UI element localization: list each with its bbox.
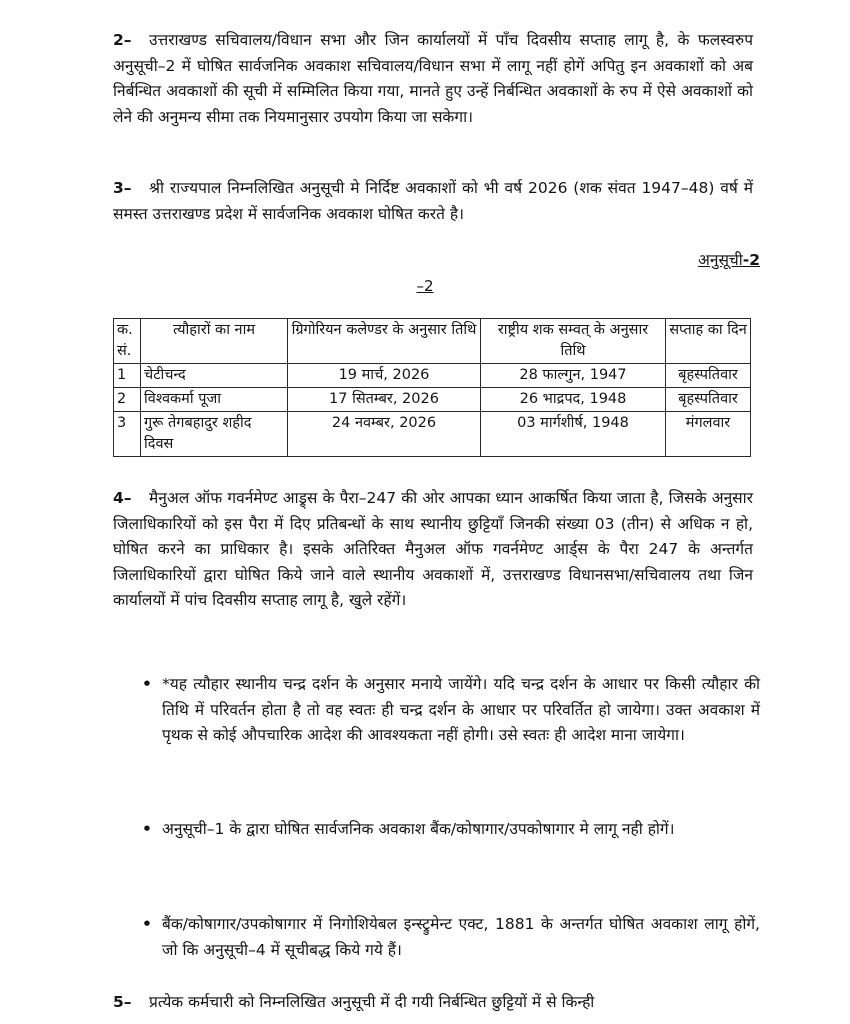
cell-serial-number: 3 (114, 412, 141, 457)
paragraph-number: 4– (113, 489, 132, 507)
cell-saka-date: 28 फाल्गुन, 1947 (481, 364, 666, 388)
note-bullet-list (140, 817, 760, 843)
cell-weekday: मंगलवार (666, 412, 751, 457)
table-row (114, 412, 751, 457)
paragraph-3 (113, 176, 753, 227)
table-row (114, 364, 751, 388)
table-row (114, 388, 751, 412)
bullet-text: *यह त्यौहार स्थानीय चन्द्र दर्शन के अनुसार मनाये जायेंगे। यदि चन्द्र दर्शन के आधार पर किसी त्यौहार की तिथि में परिवर्तन होता है तो वह स्वतः ही चन्द्र दर्शन के आधार पर परिवर्तित हो जायेगा। उक्त अवकाश में पृथक से कोई औपचारिक आदेश की आवश्यकता नहीं होगी। उसे स्वतः ही आदेश माना जायेगा। (162, 675, 760, 744)
paragraph-2 (113, 28, 753, 130)
cell-serial-number: 2 (114, 388, 141, 412)
cell-weekday: बृहस्पतिवार (666, 364, 751, 388)
paragraph-number: 2– (113, 31, 132, 49)
cell-weekday: बृहस्पतिवार (666, 388, 751, 412)
holiday-table (113, 318, 751, 457)
header-saka-date: राष्ट्रीय शक सम्वत् के अनुसार तिथि (481, 319, 666, 364)
paragraph-text: उत्तराखण्ड सचिवालय/विधान सभा और जिन कार्यालयों में पाँच दिवसीय सप्ताह लागू है, के फलस्वरुप अनुसूची–2 में घोषित सार्वजनिक अवकाश सचिवालय/विधान सभा में लागू नहीं होगें अपितु इन अवकाशों को अब निर्बन्धित अवकाशों की सूची में सम्मिलित किया गया, मानते हुए उन्हें निर्बन्धित अवकाशों के रुप में ऐसे अवकाशों को लेने की अनुमन्य सीमा तक नियमानुसार उपयोग किया जा सकेगा। (113, 31, 753, 126)
bullet-marker: • (142, 915, 152, 933)
table-header-row (114, 319, 751, 364)
cell-festival-name: विश्वकर्मा पूजा (141, 388, 288, 412)
cell-gregorian-date: 17 सितम्बर, 2026 (288, 388, 481, 412)
schedule-subheading: –2 (416, 277, 434, 295)
cell-saka-date: 26 भाद्रपद, 1948 (481, 388, 666, 412)
schedule-heading (698, 248, 760, 270)
paragraph-text: श्री राज्यपाल निम्नलिखित अनुसूची मे निर्दिष्ट अवकाशों को भी वर्ष 2026 (शक संवत 1947–48) वर्ष में समस्त उत्तराखण्ड प्रदेश में सार्वजनिक अवकाश घोषित करते है। (113, 179, 753, 223)
header-gregorian-date: ग्रिगोरियन कलेण्डर के अनुसार तिथि (288, 319, 481, 364)
cell-gregorian-date: 19 मार्च, 2026 (288, 364, 481, 388)
paragraph-text: प्रत्येक कर्मचारी को निम्नलिखित अनुसूची में दी गयी निर्बन्धित छुट्टियों में से किन्ही (149, 993, 595, 1011)
note-bullet-negotiable-instruments (140, 912, 760, 963)
cell-gregorian-date: 24 नवम्बर, 2026 (288, 412, 481, 457)
schedule-heading-prefix: अनुसूची (698, 251, 743, 269)
paragraph-text: मैनुअल ऑफ गवर्नमेण्ट आड्र्स के पैरा–247 की ओर आपका ध्यान आकर्षित किया जाता है, जिसके अनुसार जिलाधिकारियों को इस पैरा में दिए प्रतिबन्धों के साथ स्थानीय छुट्टियाँ जिनकी संख्या 03 (तीन) से अधिक न हो, घोषित करने का प्राधिकार है। इसके अतिरिक्त मैनुअल ऑफ गवर्नमेण्ट आर्ड्स के पैरा 247 के अन्तर्गत जिलाधिकारियों द्वारा घोषित किये जाने वाले स्थानीय अवकाशों में, उत्तराखण्ड विधानसभा/सचिवालय तथा जिन कार्यालयों में पांच दिवसीय सप्ताह लागू है, खुले रहेंगें। (113, 489, 753, 609)
bullet-marker: • (142, 820, 152, 838)
header-serial-number: क. सं. (114, 319, 141, 364)
bullet-text: अनुसूची–1 के द्वारा घोषित सार्वजनिक अवकाश बैंक/कोषागार/उपकोषागार मे लागू नही होगें। (162, 820, 675, 838)
header-weekday: सप्ताह का दिन (666, 319, 751, 364)
note-bullet-list (140, 912, 760, 963)
paragraph-number: 3– (113, 179, 132, 197)
paragraph-5 (113, 990, 753, 1016)
header-festival-name: त्यौहारों का नाम (141, 319, 288, 364)
note-bullet-bank-treasury (140, 817, 760, 843)
note-bullet-moon-sighting (140, 672, 760, 749)
bullet-marker: • (142, 675, 152, 693)
cell-festival-name: गुरू तेगबहादुर शहीद दिवस (141, 412, 288, 457)
paragraph-number: 5– (113, 993, 132, 1011)
cell-saka-date: 03 मार्गशीर्ष, 1948 (481, 412, 666, 457)
note-bullet-list (140, 672, 760, 749)
paragraph-4 (113, 486, 753, 614)
cell-serial-number: 1 (114, 364, 141, 388)
schedule-heading-suffix: -2 (742, 251, 760, 269)
cell-festival-name: चेटीचन्द (141, 364, 288, 388)
bullet-text: बैंक/कोषागार/उपकोषागार में निगोशियेबल इन्स्ट्रुमेन्ट एक्ट, 1881 के अन्तर्गत घोषित अवकाश लागू होगें, जो कि अनुसूची–4 में सूचीबद्ध किये गये हैं। (162, 915, 760, 959)
